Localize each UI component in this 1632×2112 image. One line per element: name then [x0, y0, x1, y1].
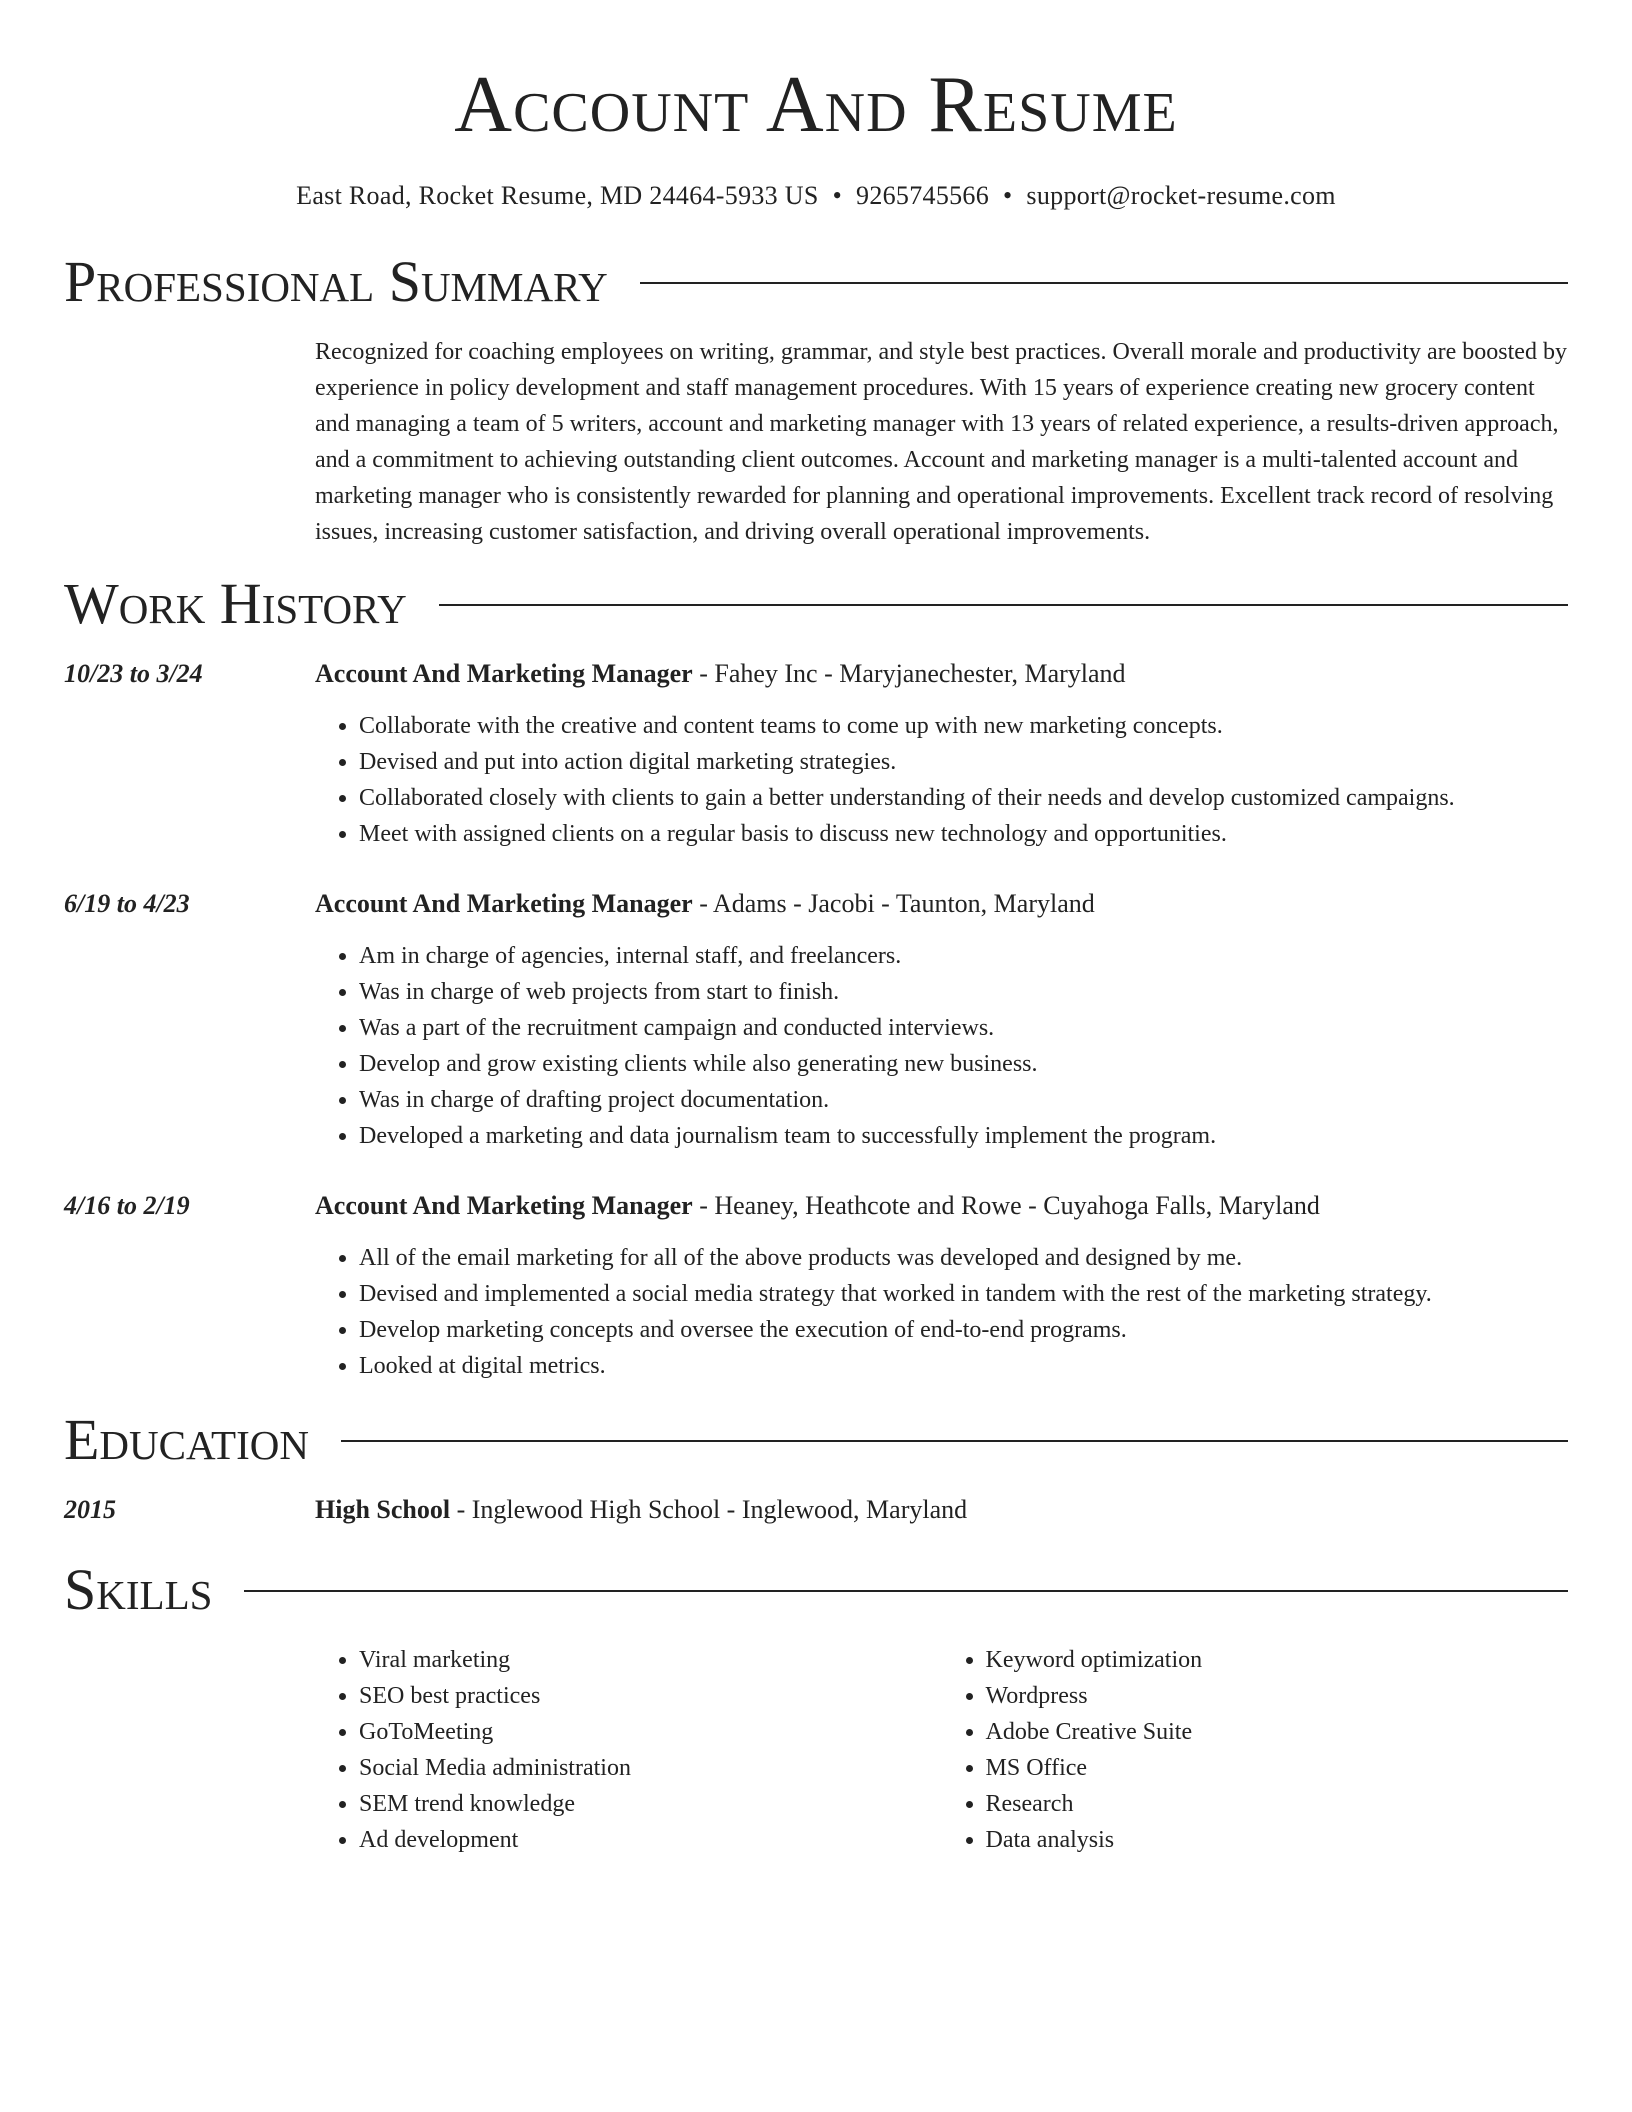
- job-dates: 6/19 to 4/23: [64, 889, 190, 918]
- job-title: Account And Marketing Manager: [315, 889, 693, 918]
- skill-item: • Adobe Creative Suite: [986, 1714, 1569, 1750]
- job-employer: - Heaney, Heathcote and Rowe - Cuyahoga Falls, Maryland: [692, 1191, 1320, 1220]
- skill-item: • Data analysis: [986, 1822, 1569, 1858]
- work-section-title: Work History: [64, 571, 407, 636]
- skills-section-title: Skills: [64, 1557, 213, 1622]
- education-heading: [315, 1492, 1568, 1528]
- job-dates: 4/16 to 2/19: [64, 1191, 190, 1220]
- job-duty: • Developed a marketing and data journalism team to successfully implement the program.: [359, 1118, 1568, 1154]
- job-duty: • Develop and grow existing clients while also generating new business.: [359, 1046, 1568, 1082]
- contact-separator: •: [832, 181, 843, 210]
- job-duty: • Devised and put into action digital marketing strategies.: [359, 744, 1568, 780]
- work-section-header: [64, 570, 1568, 638]
- summary-text: Recognized for coaching employees on writing, grammar, and style best practices. Overall morale and productivity are boosted by experience in policy development and staff management procedures. With 15 years of experience creating new grocery content and managing a team of 5 writers, account and marketing manager with 13 years of related experience, a results-driven approach, and a commitment to achieving outstanding client outcomes. Account and marketing manager is a multi-talented account and marketing manager who is consistently rewarded for planning and operational improvements. Excellent track record of resolving issues, increasing customer satisfaction, and driving overall operational improvements.: [315, 339, 1567, 545]
- skill-item: • Viral marketing: [359, 1642, 942, 1678]
- job-employer: - Fahey Inc - Maryjanechester, Maryland: [692, 659, 1126, 688]
- contact-address: East Road, Rocket Resume, MD 24464-5933 US: [296, 181, 819, 210]
- contact-separator: •: [1003, 181, 1013, 210]
- job-duty: • Was a part of the recruitment campaign and conducted interviews.: [359, 1010, 1568, 1046]
- education-year: 2015: [64, 1495, 116, 1524]
- job-entry: [64, 886, 1568, 1154]
- job-dates: 10/23 to 3/24: [64, 659, 203, 688]
- contact-phone: 9265745566: [856, 181, 990, 210]
- summary-section: [315, 334, 1568, 550]
- job-duty: • Was in charge of web projects from start to finish.: [359, 974, 1568, 1010]
- skills-column-left: [315, 1642, 942, 1858]
- job-title: Account And Marketing Manager: [315, 659, 693, 688]
- job-duty: • Looked at digital metrics.: [359, 1348, 1568, 1384]
- job-duties: [315, 708, 1568, 852]
- skills-list: [315, 1642, 1568, 1858]
- job-duty: • Am in charge of agencies, internal staff, and freelancers.: [359, 938, 1568, 974]
- job-duties: [315, 1240, 1568, 1384]
- education-school: - Inglewood High School - Inglewood, Maryland: [450, 1495, 968, 1524]
- section-divider: [640, 282, 1568, 284]
- job-heading: [315, 886, 1568, 922]
- section-divider: [341, 1440, 1568, 1442]
- job-duty: • Collaborate with the creative and content teams to come up with new marketing concepts.: [359, 708, 1568, 744]
- job-duty: • Collaborated closely with clients to gain a better understanding of their needs and develop customized campaigns.: [359, 780, 1568, 816]
- skill-item: • MS Office: [986, 1750, 1569, 1786]
- job-duty: • Develop marketing concepts and oversee the execution of end-to-end programs.: [359, 1312, 1568, 1348]
- candidate-name: Account And Resume: [454, 61, 1178, 149]
- skill-item: • Wordpress: [986, 1678, 1569, 1714]
- education-section-title: Education: [64, 1407, 309, 1472]
- job-entry: [64, 656, 1568, 852]
- education-section-header: [64, 1406, 1568, 1474]
- skill-item: • SEM trend knowledge: [359, 1786, 942, 1822]
- job-duty: • Devised and implemented a social media strategy that worked in tandem with the rest of the marketing strategy.: [359, 1276, 1568, 1312]
- skills-section-header: [64, 1556, 1568, 1624]
- summary-section-header: [64, 248, 1568, 316]
- job-heading: [315, 656, 1568, 692]
- job-title: Account And Marketing Manager: [315, 1191, 693, 1220]
- section-divider: [439, 604, 1568, 606]
- contact-email: support@rocket-resume.com: [1026, 181, 1336, 210]
- job-heading: [315, 1188, 1568, 1224]
- summary-section-title: Professional Summary: [64, 249, 608, 314]
- education-degree: High School: [315, 1495, 451, 1524]
- job-duty: • Meet with assigned clients on a regular basis to discuss new technology and opportunities.: [359, 816, 1568, 852]
- section-divider: [244, 1590, 1568, 1592]
- job-duties: [315, 938, 1568, 1154]
- job-duty: • Was in charge of drafting project documentation.: [359, 1082, 1568, 1118]
- skill-item: • Social Media administration: [359, 1750, 942, 1786]
- skill-item: • Keyword optimization: [986, 1642, 1569, 1678]
- skill-item: • Research: [986, 1786, 1569, 1822]
- skills-column-right: [942, 1642, 1569, 1858]
- job-duty: • All of the email marketing for all of the above products was developed and designed by me.: [359, 1240, 1568, 1276]
- skill-item: • SEO best practices: [359, 1678, 942, 1714]
- contact-line: [64, 178, 1568, 214]
- education-entry: [64, 1492, 1568, 1528]
- job-employer: - Adams - Jacobi - Taunton, Maryland: [692, 889, 1095, 918]
- skill-item: • Ad development: [359, 1822, 942, 1858]
- job-entry: [64, 1188, 1568, 1384]
- skill-item: • GoToMeeting: [359, 1714, 942, 1750]
- resume-page: [64, 0, 1568, 1858]
